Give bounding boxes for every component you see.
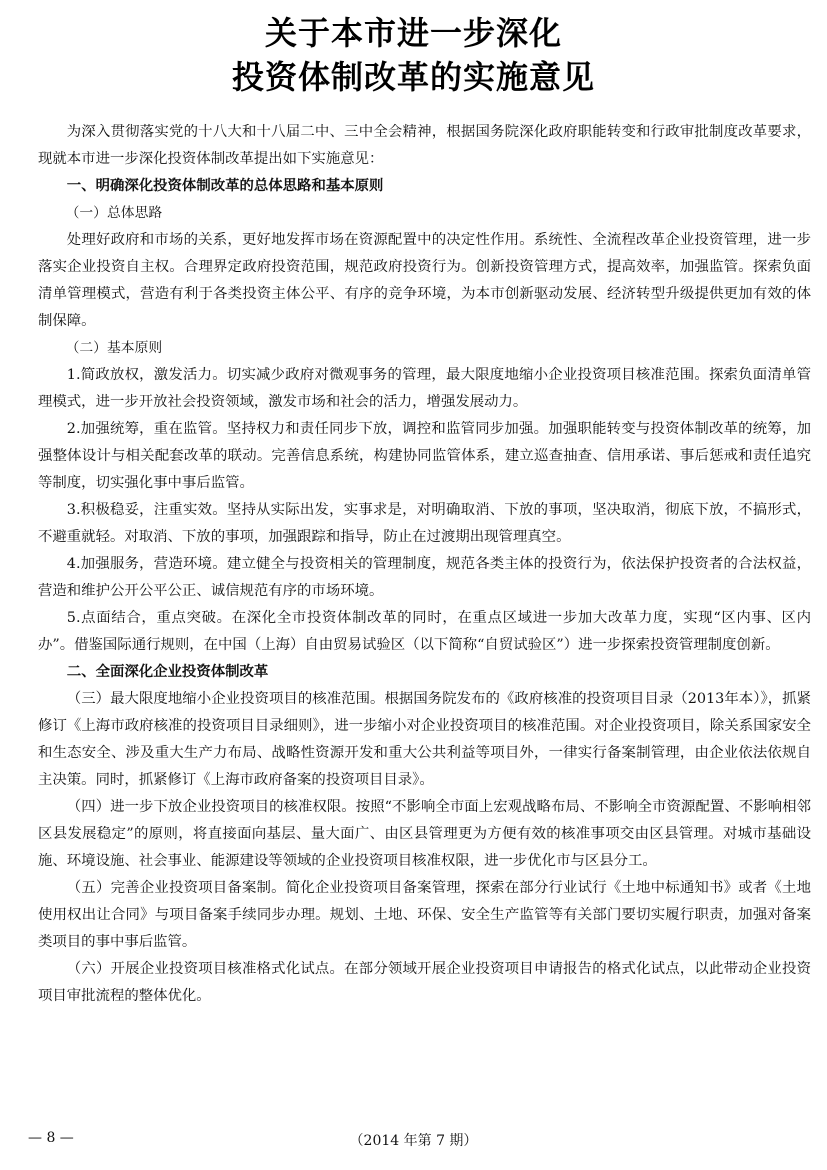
section-heading: 二、全面深化企业投资体制改革 [66,664,269,680]
paragraph: （三）最大限度地缩小企业投资项目的核准范围。根据国务院发布的《政府核准的投资项目目录（2013年本）》，抓紧修订《上海市政府核准的投资项目目录细则》，进一步缩小对企业投资项目的核准范围。对企业投资项目，除关系国家安全和生态安全、涉及重大生产力布局、战略性资源开发和重大公共利益等项目外，一律实行备案制管理，由企业依法依规自主决策。同时，抓紧修订《上海市政府备案的投资项目目录》。 [38,691,811,788]
paragraph: （六）开展企业投资项目核准格式化试点。在部分领域开展企业投资项目申请报告的格式化试点，以此带动企业投资项目审批流程的整体优化。 [38,961,811,1004]
section-heading: 一、明确深化投资体制改革的总体思路和基本原则 [66,178,384,194]
paragraph: 5.点面结合，重点突破。在深化全市投资体制改革的同时，在重点区域进一步加大改革力度，实现“区内事、区内办”。借鉴国际通行规则，在中国（上海）自由贸易试验区（以下简称“自贸试验区”）进一步探索投资管理制度创新。 [38,610,811,653]
page-number: — 8 — [28,1130,74,1146]
subsection-heading: （二）基本原则 [65,340,163,356]
paragraph: 4.加强服务，营造环境。建立健全与投资相关的管理制度，规范各类主体的投资行为，依法保护投资者的合法权益，营造和维护公开公平公正、诚信规范有序的市场环境。 [38,556,811,599]
subsection-heading: （一）总体思路 [65,205,163,221]
paragraph: 为深入贯彻落实党的十八大和十八届二中、三中全会精神，根据国务院深化政府职能转变和行政审批制度改革要求，现就本市进一步深化投资体制改革提出如下实施意见： [38,124,811,167]
paragraph: （四）进一步下放企业投资项目的核准权限。按照“不影响全市面上宏观战略布局、不影响全市资源配置、不影响相邻区县发展稳定”的原则，将直接面向基层、量大面广、由区县管理更为方便有效的核准事项交由区县管理。对城市基础设施、环境设施、社会事业、能源建设等领域的企业投资项目核准权限，进一步优化市与区县分工。 [38,799,811,869]
document-title-line-1: 关于本市进一步深化 [264,14,562,52]
document-body [38,119,811,1010]
paragraph: 处理好政府和市场的关系，更好地发挥市场在资源配置中的决定性作用。系统性、全流程改革企业投资管理，进一步落实企业投资自主权。合理界定政府投资范围，规范政府投资行为。创新投资管理方式，提高效率，加强监管。探索负面清单管理模式，营造有利于各类投资主体公平、有序的竞争环境，为本市创新驱动发展、经济转型升级提供更加有效的体制保障。 [38,232,811,329]
paragraph: 1.简政放权，激发活力。切实减少政府对微观事务的管理，最大限度地缩小企业投资项目核准范围。探索负面清单管理模式，进一步开放社会投资领域，激发市场和社会的活力，增强发展动力。 [38,367,811,410]
document-title-line-2: 投资体制改革的实施意见 [231,58,595,96]
issue-label: （2014 年第 7 期） [349,1133,478,1149]
paragraph: （五）完善企业投资项目备案制。简化企业投资项目备案管理，探索在部分行业试行《土地中标通知书》或者《土地使用权出让合同》与项目备案手续同步办理。规划、土地、环保、安全生产监管等有关部门要切实履行职责，加强对备案类项目的事中事后监管。 [38,880,811,950]
paragraph: 2.加强统筹，重在监管。坚持权力和责任同步下放，调控和监管同步加强。加强职能转变与投资体制改革的统筹，加强整体设计与相关配套改革的联动。完善信息系统，构建协同监管体系，建立巡查抽查、信用承诺、事后惩戒和责任追究等制度，切实强化事中事后监管。 [38,421,811,491]
paragraph: 3.积极稳妥，注重实效。坚持从实际出发，实事求是，对明确取消、下放的事项，坚决取消，彻底下放，不搞形式，不避重就轻。对取消、下放的事项，加强跟踪和指导，防止在过渡期出现管理真空。 [38,502,811,545]
